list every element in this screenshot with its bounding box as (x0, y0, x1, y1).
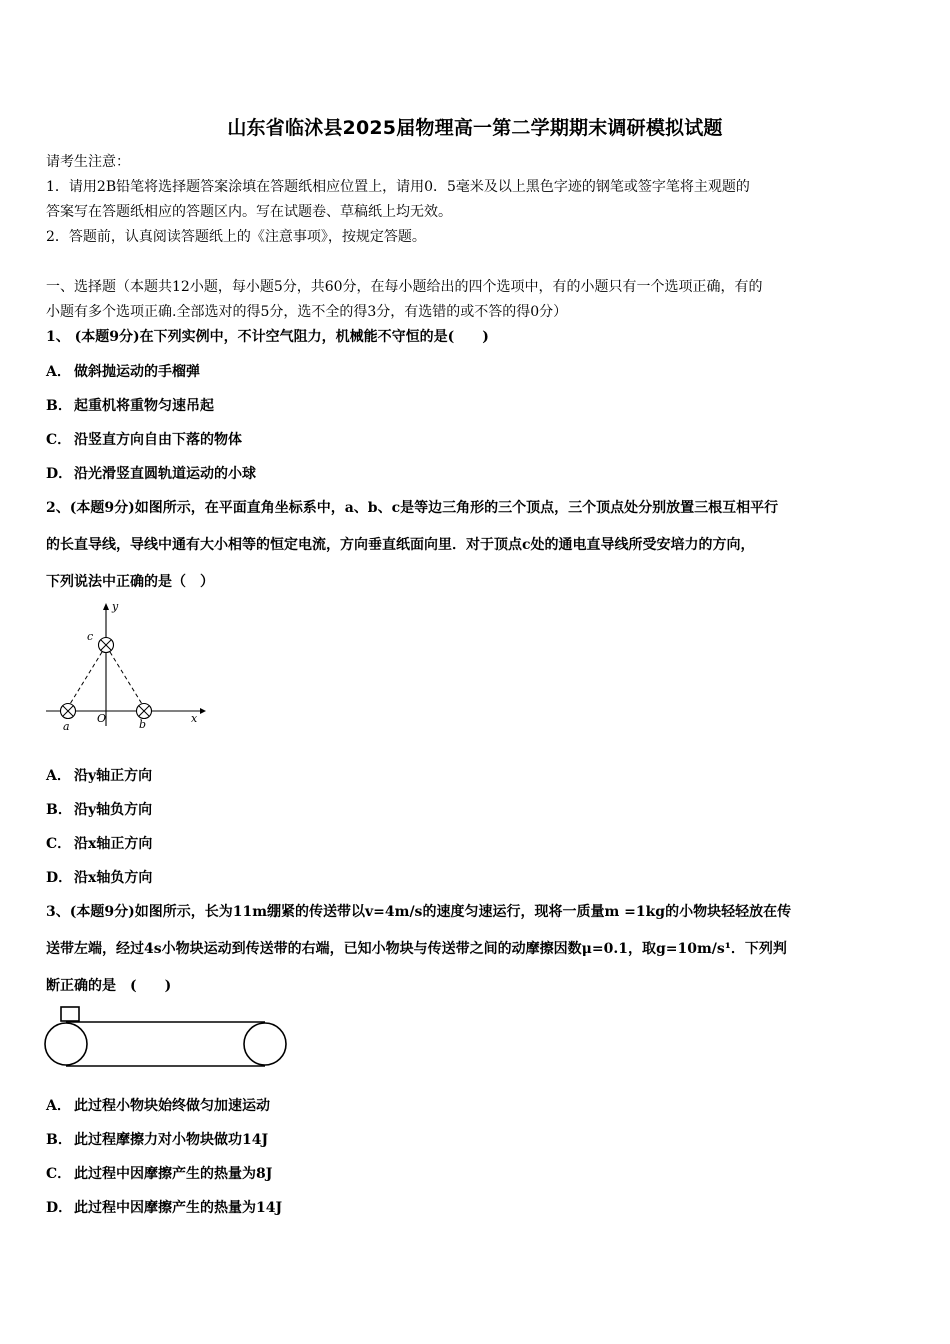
q2-stem-1: 2、(本题9分)如图所示，在平面直角坐标系中，a、b、c是等边三角形的三个顶点，三个顶点处分别放置三根互相平行 (46, 500, 779, 516)
q2-option-a[interactable]: A． 沿y轴正方向 (46, 768, 153, 784)
coordinate-figure (40, 598, 210, 734)
page-title: 山东省临沭县2025届物理高一第二学期期末调研模拟试题 (227, 117, 723, 139)
q2-option-c[interactable]: C． 沿x轴正方向 (46, 836, 153, 852)
q1-option-a[interactable]: A． 做斜抛运动的手榴弹 (46, 364, 200, 380)
q3-stem-1: 3、(本题9分)如图所示，长为11m绷紧的传送带以v=4m/s的速度匀速运行，现将一质量m =1kg的小物块轻轻放在传 (46, 904, 792, 920)
q3-option-a[interactable]: A． 此过程小物块始终做匀加速运动 (46, 1098, 270, 1114)
wire-c-icon (99, 638, 114, 653)
q3-stem-3: 断正确的是 ( ) (46, 978, 172, 994)
label-a: a (63, 720, 70, 733)
q1-option-c[interactable]: C． 沿竖直方向自由下落的物体 (46, 432, 242, 448)
q3-option-b[interactable]: B． 此过程摩擦力对小物块做功14J (46, 1132, 269, 1148)
label-b: b (139, 718, 147, 731)
label-y: y (112, 600, 119, 613)
notice-item-1b: 答案写在答题纸相应的答题区内。写在试题卷、草稿纸上均无效。 (46, 204, 452, 220)
q2-option-b[interactable]: B． 沿y轴负方向 (46, 802, 153, 818)
q1-option-d[interactable]: D． 沿光滑竖直圆轨道运动的小球 (46, 466, 256, 482)
left-pulley-icon (45, 1023, 87, 1065)
q1-option-b[interactable]: B． 起重机将重物匀速吊起 (46, 398, 214, 414)
label-x: x (191, 712, 198, 725)
label-c: c (87, 630, 94, 643)
wire-b-icon (137, 704, 152, 719)
section-instructions-2: 小题有多个选项正确.全部选对的得5分，选不全的得3分，有选错的或不答的得0分） (46, 304, 568, 320)
q3-option-d[interactable]: D． 此过程中因摩擦产生的热量为14J (46, 1200, 283, 1216)
q2-option-d[interactable]: D． 沿x轴负方向 (46, 870, 153, 886)
q3-stem-2: 送带左端，经过4s小物块运动到传送带的右端，已知小物块与传送带之间的动摩擦因数μ=0.1，取g=10m/s¹．下列判 (46, 941, 787, 957)
conveyor-belt-figure (40, 1002, 295, 1072)
notice-item-2: 2．答题前，认真阅读答题纸上的《注意事项》，按规定答题。 (46, 229, 426, 245)
wire-a-icon (61, 704, 76, 719)
section-instructions-1: 一、选择题（本题共12小题，每小题5分，共60分，在每小题给出的四个选项中，有的小题只有一个选项正确，有的 (46, 279, 763, 295)
q3-option-c[interactable]: C． 此过程中因摩擦产生的热量为8J (46, 1166, 273, 1182)
q1-stem: 1、 (本题9分)在下列实例中，不计空气阻力，机械能不守恒的是( ) (46, 329, 489, 345)
q2-stem-2: 的长直导线，导线中通有大小相等的恒定电流，方向垂直纸面向里．对于顶点c处的通电直导线所受安培力的方向， (46, 537, 755, 553)
right-pulley-icon (244, 1023, 286, 1065)
notice-heading: 请考生注意： (46, 154, 130, 170)
block-icon (61, 1007, 79, 1021)
q2-stem-3: 下列说法中正确的是（ ） (46, 574, 214, 590)
label-o: O (97, 712, 107, 725)
notice-item-1a: 1．请用2B铅笔将选择题答案涂填在答题纸相应位置上，请用0．5毫米及以上黑色字迹的钢笔或签字笔将主观题的 (46, 179, 750, 195)
